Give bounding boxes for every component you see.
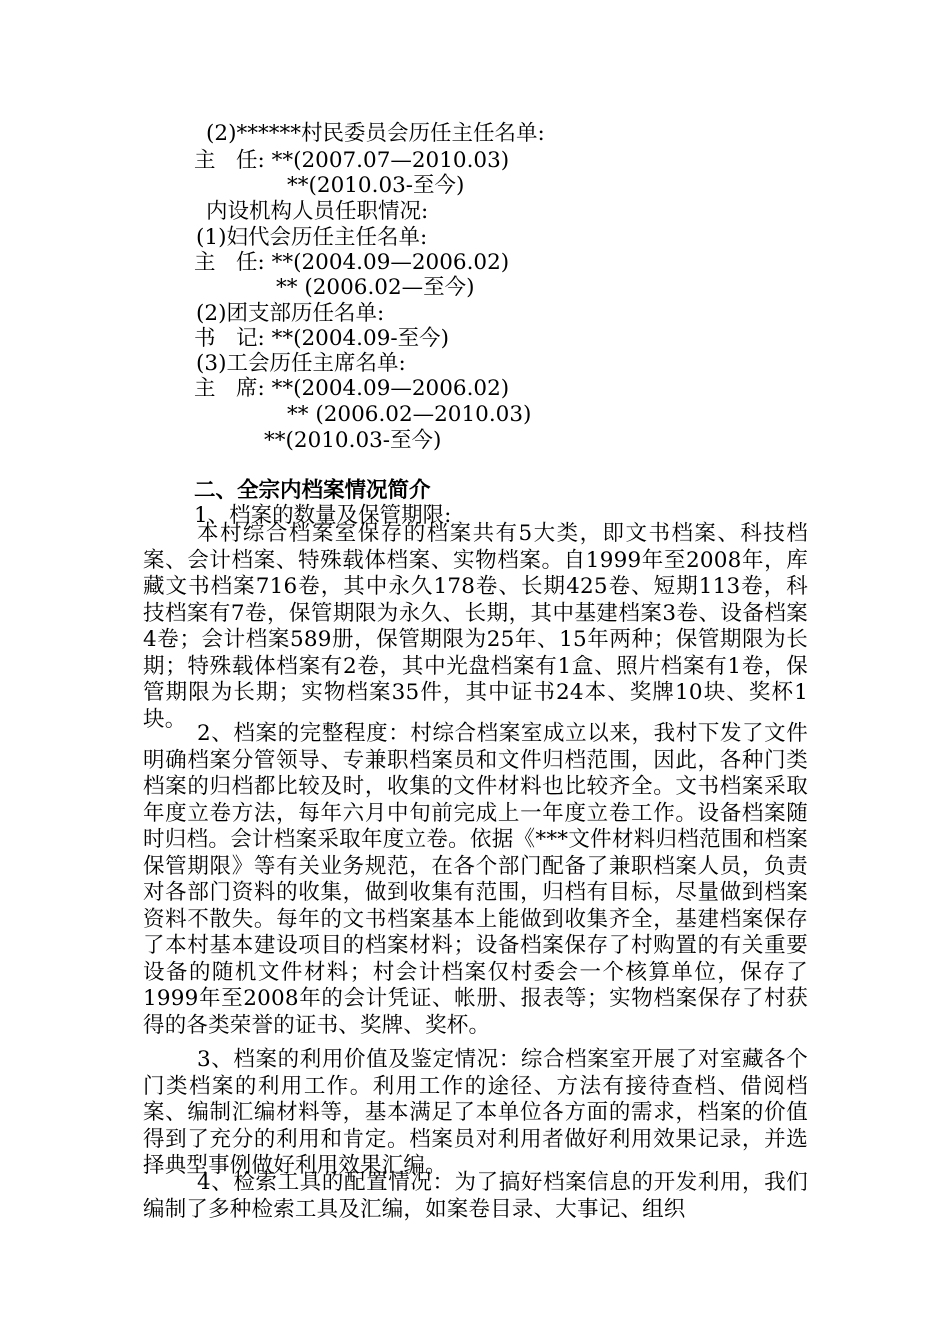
paragraph-quantity: 本村综合档案室保存的档案共有5大类，即文书档案、科技档案、会计档案、特殊载体档案、实物档案。自1999年至2008年，库藏文书档案716卷，其中永久178卷、长期425卷、短期113卷，科技档案有7卷，保管期限为永久、长期，其中基建档案3卷、设备档案4卷；会计档案589册，保管期限为25年、15年两种；保管期限为长期；特殊载体档案有2卷，其中光盘档案有1盒、照片档案有1卷，保管期限为长期；实物档案35件，其中证书24本、奖牌10块、奖杯1块。: [143, 521, 808, 732]
women-federation-title: (1)妇代会历任主任名单:: [196, 225, 428, 250]
union-title: (3)工会历任主席名单:: [196, 351, 406, 376]
internal-org-title: 内设机构人员任职情况:: [206, 199, 429, 224]
subheading-quantity: 1、档案的数量及保管期限:: [194, 503, 452, 528]
secretary-line: 书 记: **(2004.09-至今): [194, 326, 450, 351]
village-committee-title: (2)******村民委员会历任主任名单:: [206, 121, 545, 146]
director-line-2: **(2010.03-至今): [287, 173, 465, 198]
paragraph-retrieval-tools: 4、检索工具的配置情况：为了搞好档案信息的开发利用，我们编制了多种检索工具及汇编，如案卷目录、大事记、组织: [143, 1170, 808, 1222]
women-director-line-2: ** (2006.02—至今): [276, 275, 475, 300]
paragraph-utilization: 3、档案的利用价值及鉴定情况：综合档案室开展了对室藏各个门类档案的利用工作。利用工作的途径、方法有接待查档、借阅档案、编制汇编材料等，基本满足了本单位各方面的需求，档案的价值得到了充分的利用和肯定。档案员对利用者做好利用效果记录，并选择典型事例做好利用效果汇编。: [143, 1047, 808, 1178]
section-heading: 二、全宗内档案情况简介: [194, 478, 431, 503]
women-director-line-1: 主 任: **(2004.09—2006.02): [194, 250, 510, 275]
chairman-line-2: ** (2006.02—2010.03): [287, 402, 532, 427]
director-line-1: 主 任: **(2007.07—2010.03): [194, 148, 510, 173]
youth-league-title: (2)团支部历任名单:: [196, 301, 385, 326]
chairman-line-1: 主 席: **(2004.09—2006.02): [194, 376, 510, 401]
paragraph-completeness: 2、档案的完整程度：村综合档案室成立以来，我村下发了文件明确档案分管领导、专兼职档案员和文件归档范围，因此，各种门类档案的归档都比较及时，收集的文件材料也比较齐全。文书档案采取年度立卷方法，每年六月中旬前完成上一年度立卷工作。设备档案随时归档。会计档案采取年度立卷。依据《***文件材料归档范围和档案保管期限》等有关业务规范，在各个部门配备了兼职档案人员，负责对各部门资料的收集，做到收集有范围，归档有目标，尽量做到档案资料不散失。每年的文书档案基本上能做到收集齐全，基建档案保存了本村基本建设项目的档案材料；设备档案保存了村购置的有关重要设备的随机文件材料；村会计档案仅村委会一个核算单位，保存了1999年至2008年的会计凭证、帐册、报表等；实物档案保存了村获得的各类荣誉的证书、奖牌、奖杯。: [143, 721, 808, 1038]
chairman-line-3: **(2010.03-至今): [264, 428, 442, 453]
